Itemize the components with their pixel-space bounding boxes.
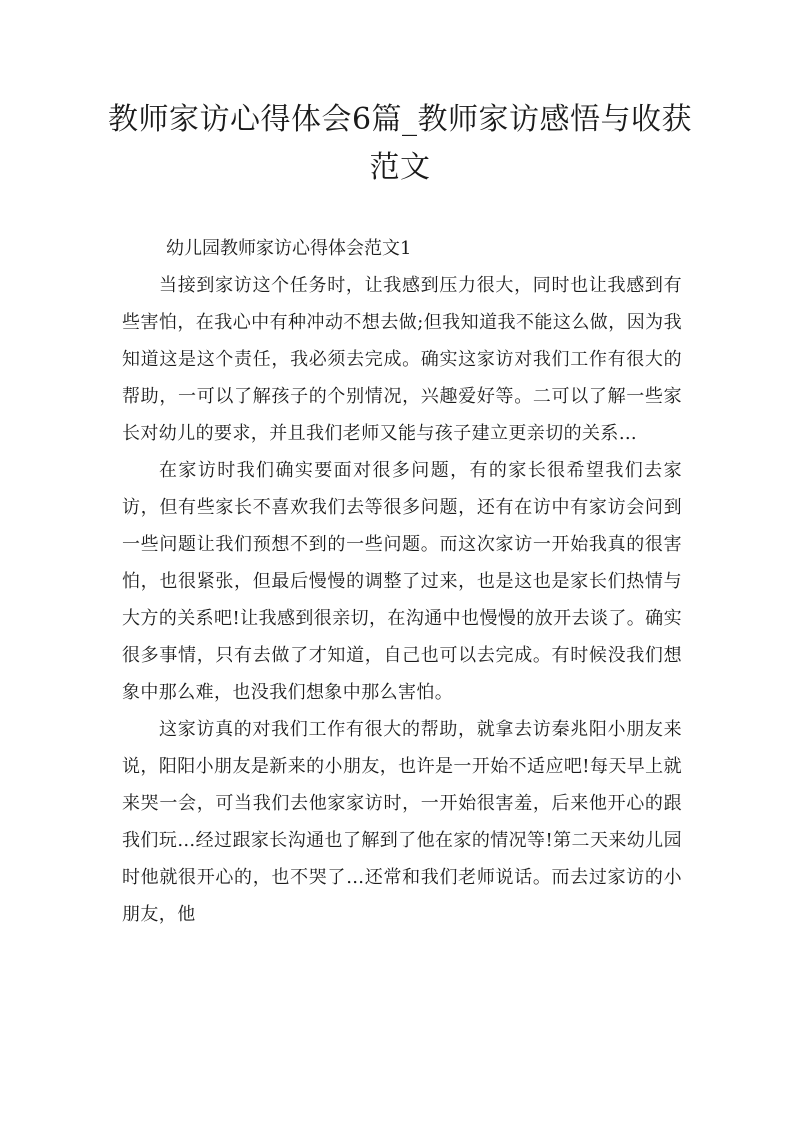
- paragraph-3: 这家访真的对我们工作有很大的帮助，就拿去访秦兆阳小朋友来说，阳阳小朋友是新来的小朋友，也许是一开始不适应吧!每天早上就来哭一会，可当我们去他家家访时，一开始很害羞，后来他开心的跟我们玩…经过跟家长沟通也了解到了他在家的情况等!第二天来幼儿园时他就很开心的，也不哭了…还常和我们老师说话。而去过家访的小朋友，他: [122, 719, 682, 925]
- document-title: 教师家访心得体会6篇_教师家访感悟与收获范文: [107, 102, 693, 185]
- paragraph-2: 在家访时我们确实要面对很多问题，有的家长很希望我们去家访，但有些家长不喜欢我们去等很多问题，还有在访中有家访会问到一些问题让我们预想不到的一些问题。而这次家访一开始我真的很害怕，也很紧张，但最后慢慢的调整了过来，也是这也是家长们热情与大方的关系吧!让我感到很亲切，在沟通中也慢慢的放开去谈了。确实很多事情，只有去做了才知道，自己也可以去完成。有时候没我们想象中那么难，也没我们想象中那么害怕。: [122, 460, 682, 703]
- document-body: [122, 230, 682, 933]
- section-subheading: 幼儿园教师家访心得体会范文1: [166, 238, 412, 259]
- paragraph-1: 当接到家访这个任务时，让我感到压力很大，同时也让我感到有些害怕，在我心中有种冲动不想去做;但我知道我不能这么做，因为我知道这是这个责任，我必须去完成。确实这家访对我们工作有很大的帮助，一可以了解孩子的个别情况，兴趣爱好等。二可以了解一些家长对幼儿的要求，并且我们老师又能与孩子建立更亲切的关系…: [122, 275, 682, 444]
